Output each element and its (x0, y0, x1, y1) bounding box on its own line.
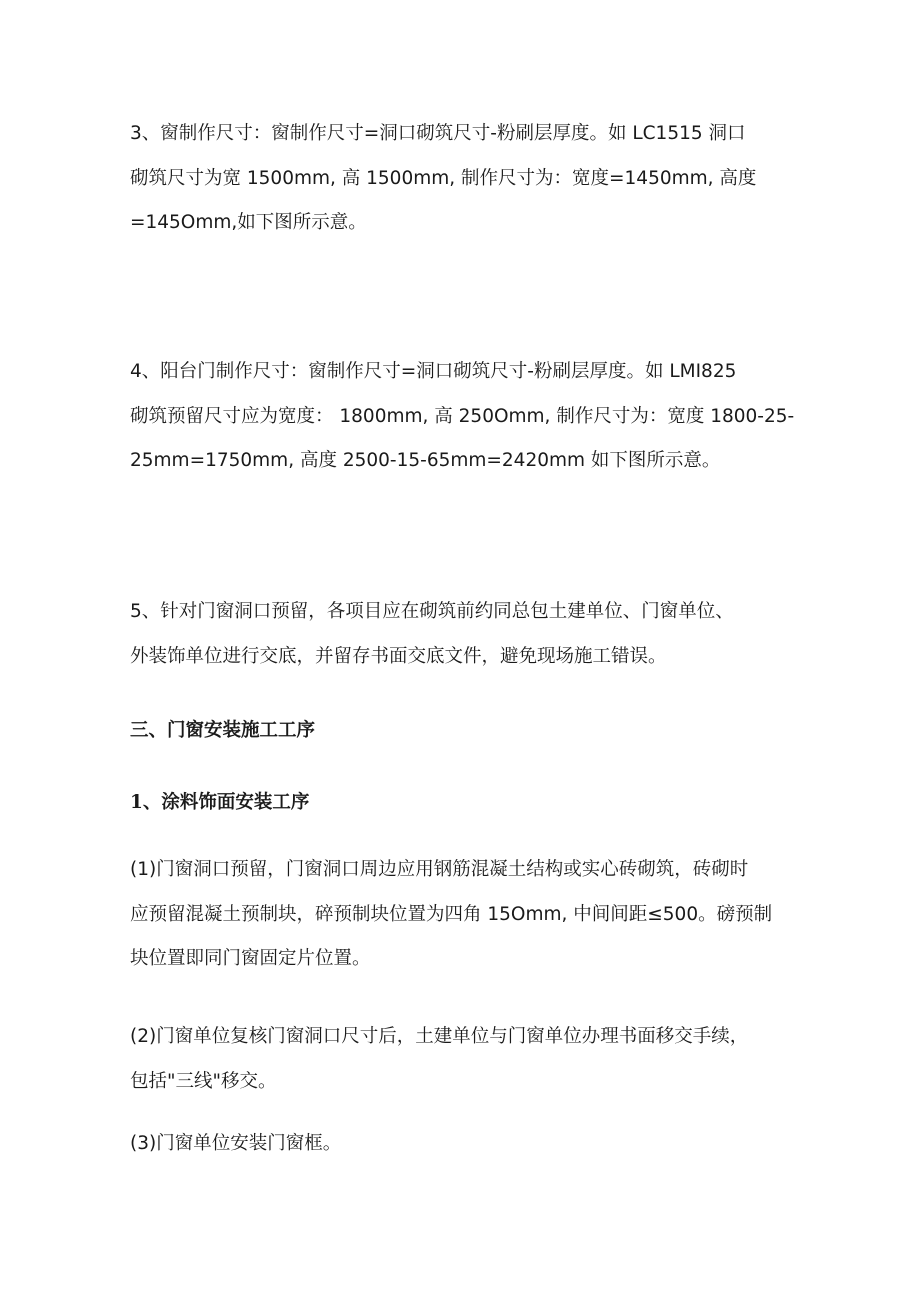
step-2-paragraph (130, 1015, 802, 1104)
text-line: 5、针对门窗洞口预留，各项目应在砌筑前约同总包土建单位、门窗单位、 (130, 601, 734, 622)
text-line: 块位置即同门窗固定片位置。 (130, 948, 371, 969)
text-line: 砌筑预留尺寸应为宽度： 1800mm, 高 250Omm, 制作尺寸为：宽度 1800-25- (130, 405, 795, 427)
text-line: (3)门窗单位安装门窗框。 (130, 1133, 342, 1154)
text-line: 25mm=1750mm, 高度 2500-15-65mm=2420mm 如下图所示意。 (130, 450, 721, 471)
paragraph-balcony-door-size (130, 350, 802, 484)
text-line: =145Omm,如下图所示意。 (130, 212, 367, 233)
sub-heading: 1、涂料饰面安装工序 (130, 792, 310, 813)
step-1-paragraph (130, 848, 802, 982)
paragraph-opening-reservation (130, 590, 802, 679)
paragraph-window-size (130, 112, 802, 246)
section-heading: 三、门窗安装施工工序 (130, 720, 316, 741)
text-line: 3、窗制作尺寸：窗制作尺寸=洞口砌筑尺寸-粉刷层厚度。如 LC1515 洞口 (130, 123, 746, 144)
text-line: (1)门窗洞口预留，门窗洞口周边应用钢筋混凝土结构或实心砖砌筑，砖砌时 (130, 859, 749, 880)
text-line: 包括"三线"移交。 (130, 1070, 277, 1092)
text-line: 砌筑尺寸为宽 1500mm, 高 1500mm, 制作尺寸为：宽度=1450mm, 高度 (130, 167, 757, 189)
text-line: 外装饰单位进行交底，并留存书面交底文件，避免现场施工错误。 (130, 645, 667, 667)
text-line: 4、阳台门制作尺寸：窗制作尺寸=洞口砌筑尺寸-粉刷层厚度。如 LMI825 (130, 361, 737, 382)
step-3-paragraph (130, 1122, 802, 1167)
text-line: (2)门窗单位复核门窗洞口尺寸后，土建单位与门窗单位办理书面移交手续， (130, 1026, 749, 1047)
text-line: 应预留混凝土预制块，碎预制块位置为四角 15Omm, 中间间距≤500。磅预制 (130, 903, 773, 925)
